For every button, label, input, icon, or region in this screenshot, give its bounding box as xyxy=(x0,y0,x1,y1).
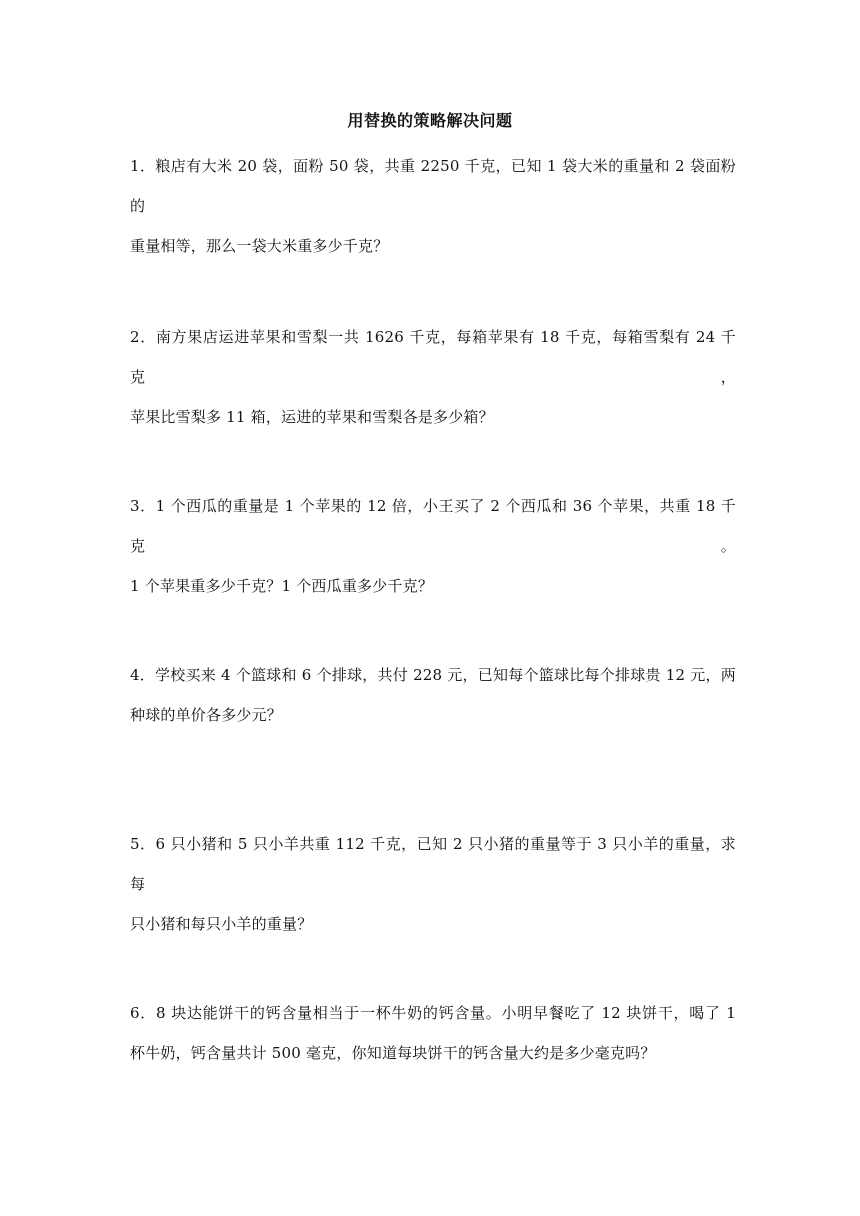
page-title: 用替换的策略解决问题 xyxy=(347,111,513,130)
question-6 xyxy=(130,993,736,1073)
question-1-line-2: 重量相等，那么一袋大米重多少千克？ xyxy=(130,237,389,255)
question-2-line-1: 2．南方果店运进苹果和雪梨一共 1626 千克，每箱苹果有 18 千克，每箱雪梨有 24 千克， xyxy=(130,328,736,386)
question-6-line-1: 6．8 块达能饼干的钙含量相当于一杯牛奶的钙含量。小明早餐吃了 12 块饼干，喝了 1 xyxy=(130,1004,736,1022)
question-3 xyxy=(130,486,736,606)
question-2 xyxy=(130,317,736,437)
question-5-line-1: 5．6 只小猪和 5 只小羊共重 112 千克，已知 2 只小猪的重量等于 3 只小羊的重量，求每 xyxy=(130,835,736,893)
question-2-line-2: 苹果比雪梨多 11 箱，运进的苹果和雪梨各是多少箱？ xyxy=(130,408,494,426)
question-5-line-2: 只小猪和每只小羊的重量？ xyxy=(130,915,313,933)
question-4 xyxy=(130,655,736,735)
question-4-line-2: 种球的单价各多少元？ xyxy=(130,706,283,724)
question-6-line-2: 杯牛奶，钙含量共计 500 毫克，你知道每块饼干的钙含量大约是多少毫克吗？ xyxy=(130,1044,656,1062)
question-1 xyxy=(130,146,736,266)
question-4-line-1: 4．学校买来 4 个篮球和 6 个排球，共付 228 元，已知每个篮球比每个排球贵 12 元，两 xyxy=(130,666,736,684)
question-1-line-1: 1．粮店有大米 20 袋，面粉 50 袋，共重 2250 千克，已知 1 袋大米的重量和 2 袋面粉的 xyxy=(130,157,736,215)
question-5 xyxy=(130,824,736,944)
question-3-line-2: 1 个苹果重多少千克？1 个西瓜重多少千克？ xyxy=(130,577,434,595)
question-3-line-1: 3．1 个西瓜的重量是 1 个苹果的 12 倍，小王买了 2 个西瓜和 36 个苹果，共重 18 千克。 xyxy=(130,497,736,555)
